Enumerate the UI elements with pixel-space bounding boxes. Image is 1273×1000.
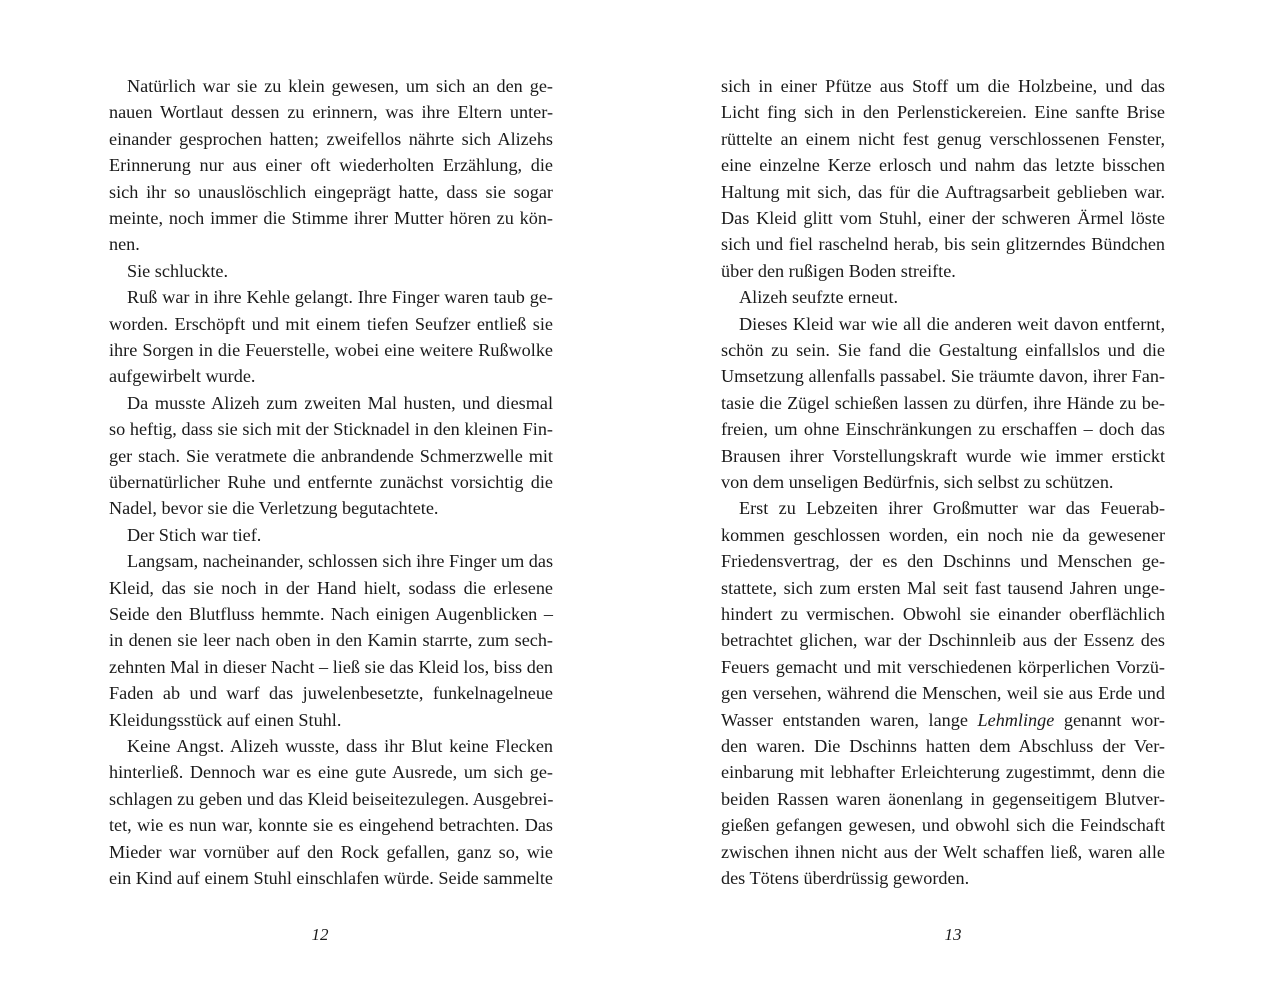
text-line: einbarung mit lebhafter Erleichterung zugestimmt, denn die xyxy=(721,762,1165,783)
text-line: gen versehen, während die Menschen, weil sie aus Erde und xyxy=(721,683,1165,704)
text-line: zehnten Mal in dieser Nacht – ließ sie das Kleid los, biss den xyxy=(109,656,553,677)
text-line: Feuers gemacht und mit verschiedenen körperlichen Vorzü- xyxy=(721,656,1165,677)
text-line: rüttelte an einem nicht fest genug verschlossenen Fenster, xyxy=(721,128,1165,149)
text-line: Licht fing sich in den Perlenstickereien. Eine sanfte Brise xyxy=(721,102,1165,123)
text-line: Faden ab und warf das juwelenbesetzte, funkelnagelneue xyxy=(109,683,553,704)
text-line: so heftig, dass sie sich mit der Sticknadel in den kleinen Fin- xyxy=(109,419,553,440)
text-line: nauen Wortlaut dessen zu erinnern, was ihre Eltern unter- xyxy=(109,102,553,123)
text-line: hinterließ. Dennoch war es eine gute Ausrede, um sich ge- xyxy=(109,762,553,783)
text-line: Da musste Alizeh zum zweiten Mal husten, und diesmal xyxy=(127,392,553,413)
text-line: Brausen ihrer Vorstellungskraft wurde wie immer erstickt xyxy=(721,445,1165,466)
text-line: Dieses Kleid war wie all die anderen weit davon entfernt, xyxy=(739,313,1165,334)
text-line: Alizeh seufzte erneut. xyxy=(739,287,899,308)
text-line: des Tötens überdrüssig geworden. xyxy=(721,868,970,888)
text-line: von dem unseligen Bedürfnis, sich selbst zu schützen. xyxy=(721,472,1114,492)
text-line: sich ihr so unauslöschlich eingeprägt hatte, dass sie sogar xyxy=(109,181,553,202)
text-line: Natürlich war sie zu klein gewesen, um sich an den ge- xyxy=(127,76,553,96)
text-line: ein Kind auf einem Stuhl einschlafen würde. Seide sammelte xyxy=(109,868,553,888)
text-line: Keine Angst. Alizeh wusste, dass ihr Blut keine Flecken xyxy=(127,736,553,756)
text-line: Das Kleid glitt vom Stuhl, einer der schweren Ärmel löste xyxy=(721,208,1165,228)
text-line: schlagen zu geben und das Kleid beiseitezulegen. Ausgebrei- xyxy=(109,788,554,809)
text-line: Der Stich war tief. xyxy=(127,524,262,545)
text-line: den waren. Die Dschinns hatten dem Abschluss der Ver- xyxy=(721,736,1165,756)
text-line: hindert zu vermischen. Obwohl sie einander oberflächlich xyxy=(721,604,1165,624)
text-line: tet, wie es nun war, konnte sie es eingehend betrachten. Das xyxy=(109,815,553,836)
text-line: tasie die Zügel schießen lassen zu dürfen, ihre Hände zu be- xyxy=(721,392,1165,413)
text-line: Seide den Blutfluss hemmte. Nach einigen Augenblicken – xyxy=(109,604,553,624)
text-line: Nadel, bevor sie die Verletzung begutachtete. xyxy=(109,498,439,519)
text-line: nen. xyxy=(109,234,140,255)
text-line: meinte, noch immer die Stimme ihrer Mutter hören zu kön- xyxy=(109,208,553,228)
text-line: worden. Erschöpft und mit einem tiefen Seufzer entließ sie xyxy=(109,313,553,334)
text-line: Langsam, nacheinander, schlossen sich ihre Finger um das xyxy=(127,551,554,572)
text-line: Friedensvertrag, der es den Dschinns und Menschen ge- xyxy=(721,551,1165,572)
text-line: Mieder war vornüber auf den Rock gefallen, ganz so, wie xyxy=(109,841,553,862)
page-number-left: 12 xyxy=(311,925,329,944)
text-line: Erinnerung nur aus einer oft wiederholten Erzählung, die xyxy=(109,155,553,176)
text-line: kommen geschlossen worden, ein noch nie da gewesener xyxy=(721,524,1165,545)
text-line: ihre Sorgen in die Feuerstelle, wobei eine weitere Rußwolke xyxy=(109,340,553,360)
text-line: über den rußigen Boden streifte. xyxy=(721,260,956,281)
text-line: sich und fiel raschelnd herab, bis sein glitzerndes Bündchen xyxy=(721,234,1165,255)
text-line: gießen gefangen gewesen, und obwohl sich die Feindschaft xyxy=(721,815,1165,836)
text-line: aufgewirbelt wurde. xyxy=(109,366,256,387)
page-number-right: 13 xyxy=(944,925,962,944)
text-line: Kleidungsstück auf einen Stuhl. xyxy=(109,709,342,730)
text-line: sich in einer Pfütze aus Stoff um die Holzbeine, und das xyxy=(721,76,1165,96)
text-line: zwischen ihnen nicht aus der Welt schaffen ließ, waren alle xyxy=(721,841,1165,862)
text-line: Sie schluckte. xyxy=(127,260,229,281)
text-line: Umsetzung allenfalls passabel. Sie träumte davon, ihrer Fan- xyxy=(721,366,1165,387)
text-line: Kleid, das sie noch in der Hand hielt, sodass die erlesene xyxy=(109,577,553,598)
text-line: Ruß war in ihre Kehle gelangt. Ihre Finger waren taub ge- xyxy=(127,287,553,308)
text-line: beiden Rassen waren äonenlang in gegenseitigem Blutver- xyxy=(721,788,1165,809)
text-line: übernatürlicher Ruhe und entfernte zunächst vorsichtig die xyxy=(109,472,553,492)
text-line: stattete, sich zum ersten Mal seit fast tausend Jahren unge- xyxy=(721,577,1165,598)
text-line: betrachtet glichen, war der Dschinnleib aus der Essenz des xyxy=(721,630,1165,651)
text-line: Erst zu Lebzeiten ihrer Großmutter war das Feuerab- xyxy=(739,498,1165,519)
text-line: in denen sie leer nach oben in den Kamin starrte, zum sech- xyxy=(109,630,553,651)
text-line: freien, um ohne Einschränkungen zu erschaffen – doch das xyxy=(721,419,1165,440)
text-line: Haltung mit sich, das für die Auftragsarbeit geblieben war. xyxy=(721,181,1165,202)
text-line: einander gesprochen hatten; zweifellos nährte sich Alizehs xyxy=(109,128,553,149)
text-line: eine einzelne Kerze erlosch und nahm das letzte bisschen xyxy=(721,155,1165,176)
text-line: ger stach. Sie veratmete die anbrandende Schmerzwelle mit xyxy=(109,445,553,466)
text-line: schön zu sein. Sie fand die Gestaltung einfallslos und die xyxy=(721,340,1165,360)
text-line: Wasser entstanden waren, lange Lehmlinge genannt wor- xyxy=(721,709,1165,730)
emphasized-word: Lehmlinge xyxy=(977,709,1055,730)
